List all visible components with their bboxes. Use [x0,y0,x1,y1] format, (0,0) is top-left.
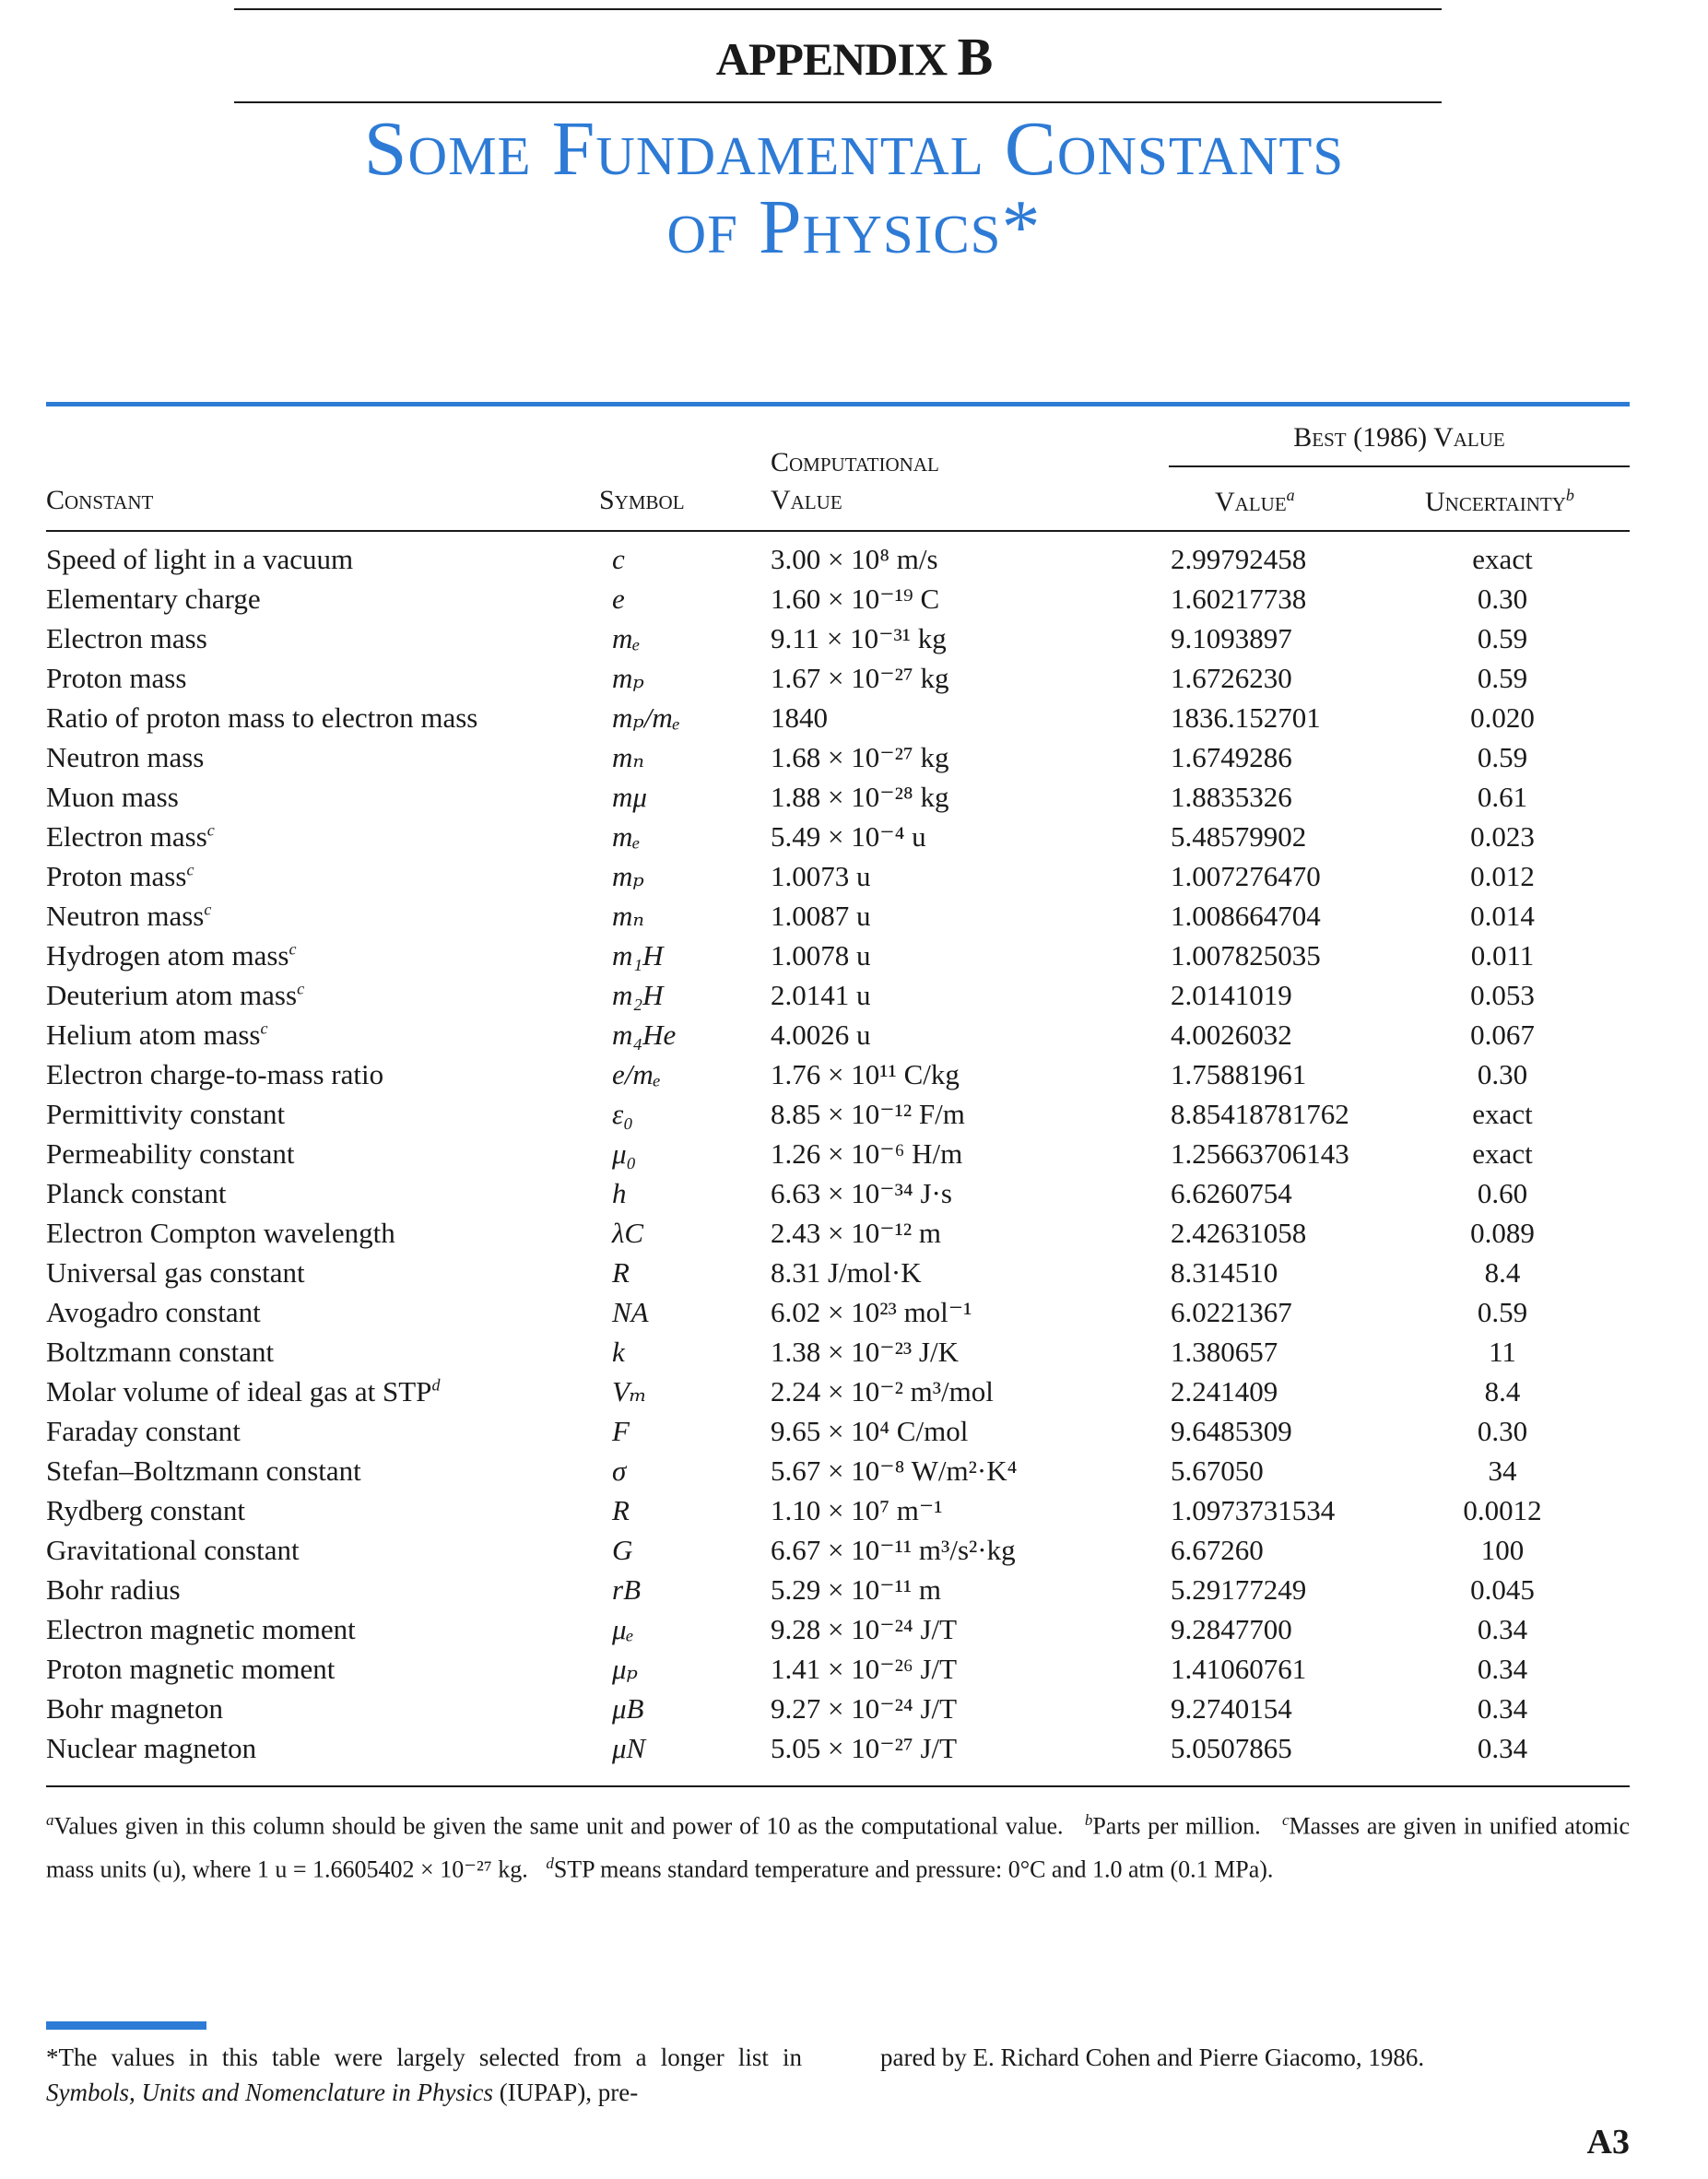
constant-name-text: Permeability constant [46,1137,295,1170]
table-row [0,1015,1708,1054]
best-value: 1.6726230 [1171,662,1292,694]
uncertainty-value: 0.053 [1470,979,1535,1011]
computational-value: 5.05 × 10⁻²⁷ J/T [771,1732,958,1764]
table-row [0,777,1708,817]
col-header-value-label: Value [1215,487,1287,517]
best-value: 6.6260754 [1171,1177,1292,1209]
computational-value: 9.28 × 10⁻²⁴ J/T [771,1613,958,1645]
constant-name-text: Speed of light in a vacuum [46,543,354,575]
table-row [0,1570,1708,1609]
uncertainty-value: 0.012 [1470,860,1535,892]
table-row [0,1253,1708,1292]
note-d-mark: d [546,1854,554,1872]
constant-name-text: Faraday constant [46,1415,241,1447]
best-value: 2.99792458 [1171,543,1307,575]
uncertainty-value: 0.59 [1477,741,1528,773]
constant-symbol: h [612,1177,627,1209]
table-row [0,1609,1708,1649]
best-value: 1.41060761 [1171,1653,1307,1685]
constant-name-text: Universal gas constant [46,1256,305,1289]
constant-name [46,1415,241,1448]
constant-name-text: Deuterium atom mass [46,979,298,1011]
table-row [0,1213,1708,1253]
header-bottom-rule [46,530,1630,532]
uncertainty-value: 8.4 [1484,1256,1521,1289]
col-header-uncertainty-mark: b [1565,486,1574,504]
constant-name [46,1534,300,1567]
computational-value: 2.0141 u [771,979,871,1011]
table-row [0,1332,1708,1372]
footnote-left [46,2040,802,2110]
constant-name-text: Bohr radius [46,1573,181,1606]
table-row [0,1173,1708,1213]
best-value: 1.6749286 [1171,741,1292,773]
constant-name [46,1256,305,1290]
constant-name [46,1732,256,1765]
best-value: 1.25663706143 [1171,1137,1349,1170]
computational-value: 4.0026 u [771,1019,871,1051]
constant-name-text: Electron charge-to-mass ratio [46,1058,384,1090]
constant-name [46,1058,383,1091]
constant-name-text: Electron mass [46,622,207,654]
uncertainty-value: 34 [1488,1455,1517,1487]
computational-value: 9.65 × 10⁴ C/mol [771,1415,969,1447]
uncertainty-value: 0.0012 [1463,1494,1542,1526]
best-value: 5.48579902 [1171,820,1307,853]
table-row [0,579,1708,618]
constant-symbol: m₄He [612,1019,677,1051]
computational-value: 1.41 × 10⁻²⁶ J/T [771,1653,958,1685]
note-mark: c [206,820,215,840]
constant-symbol: NA [612,1296,649,1328]
constant-name-text: Avogadro constant [46,1296,261,1328]
constant-symbol: m₂H [612,979,664,1011]
constant-name-text: Elementary charge [46,583,261,615]
table-row [0,1054,1708,1094]
constant-symbol: G [612,1534,633,1566]
constant-name-text: Neutron mass [46,900,205,932]
constant-name [46,1137,294,1171]
computational-value: 9.27 × 10⁻²⁴ J/T [771,1692,958,1725]
table-row [0,975,1708,1015]
constant-symbol: c [612,543,625,575]
note-mark: c [186,860,194,879]
note-mark: c [260,1019,268,1038]
computational-value: 9.11 × 10⁻³¹ kg [771,622,947,654]
note-c: Masses are given in unified atomic mass units (u), where 1 u = 1.6605402 × 10⁻²⁷ kg. [46,1812,1630,1883]
best-value: 1.75881961 [1171,1058,1307,1090]
uncertainty-value: 8.4 [1484,1375,1521,1408]
note-b-mark: b [1084,1811,1093,1829]
constant-name [46,1019,267,1052]
table-top-rule [46,402,1630,406]
note-mark: c [204,900,212,919]
constant-name-text: Stefan–Boltzmann constant [46,1455,361,1487]
table-row [0,618,1708,658]
best-value: 1836.152701 [1171,701,1321,734]
computational-value: 8.31 J/mol·K [771,1256,922,1289]
footnote-book-title: Symbols, Units and Nomenclature in Physics [46,2079,493,2106]
constant-name [46,1653,335,1686]
constant-symbol: mₑ [612,622,641,654]
constant-name-text: Planck constant [46,1177,227,1209]
constant-symbol: e/mₑ [612,1058,661,1090]
uncertainty-value: 0.045 [1470,1573,1535,1606]
constant-symbol: mₚ [612,860,644,892]
uncertainty-value: exact [1472,1098,1533,1130]
uncertainty-value: 0.011 [1470,939,1535,972]
best-value: 4.0026032 [1171,1019,1292,1051]
footnote-right: pared by E. Richard Cohen and Pierre Giacomo, 1986. [880,2044,1425,2071]
computational-value: 1.38 × 10⁻²³ J/K [771,1336,959,1368]
table-row [0,539,1708,579]
constant-name [46,1177,226,1210]
table-row [0,1530,1708,1570]
constant-name-text: Ratio of proton mass to electron mass [46,701,478,734]
uncertainty-value: 0.34 [1477,1613,1528,1645]
constant-symbol: R [612,1494,630,1526]
uncertainty-value: 0.023 [1470,820,1535,853]
best-value: 5.29177249 [1171,1573,1307,1606]
best-value: 1.8835326 [1171,781,1292,813]
uncertainty-value: exact [1472,1137,1533,1170]
constant-symbol: Vₘ [612,1375,647,1408]
table-row [0,1649,1708,1689]
uncertainty-value: 0.020 [1470,701,1535,734]
constant-name [46,662,186,695]
constant-symbol: λC [612,1217,644,1249]
col-header-value-mark: a [1286,486,1295,504]
best-value: 1.007276470 [1171,860,1321,892]
constant-name [46,820,215,854]
best-value: 5.67050 [1171,1455,1264,1487]
constant-name [46,1336,274,1369]
uncertainty-value: 0.014 [1470,900,1535,932]
note-a-mark: a [46,1811,54,1829]
constant-name-text: Gravitational constant [46,1534,300,1566]
note-mark: c [289,939,297,959]
table-row [0,1372,1708,1411]
constant-name-text: Rydberg constant [46,1494,246,1526]
appendix-word: APPENDIX [715,33,948,85]
constant-name-text: Helium atom mass [46,1019,261,1051]
constant-symbol: μₚ [612,1653,638,1685]
computational-value: 1.76 × 10¹¹ C/kg [771,1058,960,1090]
best-value: 8.85418781762 [1171,1098,1349,1130]
constant-name [46,1455,361,1488]
constant-name [46,979,304,1012]
constant-symbol: σ [612,1455,627,1487]
constant-symbol: R [612,1256,630,1289]
computational-value: 2.43 × 10⁻¹² m [771,1217,942,1249]
constant-name-text: Electron mass [46,820,207,853]
constant-symbol: mₚ [612,662,644,694]
page-title-line2: of Physics* [666,184,1042,270]
table-row [0,936,1708,975]
table-row [0,896,1708,936]
uncertainty-value: 0.61 [1477,781,1528,813]
constant-symbol: mₑ [612,820,641,853]
constant-name [46,900,211,933]
constant-name [46,1692,223,1726]
computational-value: 1.68 × 10⁻²⁷ kg [771,741,949,773]
computational-value: 1.0087 u [771,900,871,932]
table-bottom-rule [46,1785,1630,1787]
constant-name-text: Proton magnetic moment [46,1653,336,1685]
constant-symbol: ε₀ [612,1098,633,1130]
col-header-computational: Computational [771,447,939,477]
computational-value: 1.88 × 10⁻²⁸ kg [771,781,949,813]
col-header-uncertainty-label: Uncertainty [1425,487,1566,517]
note-c-mark: c [1281,1811,1290,1829]
constant-name [46,1098,285,1131]
uncertainty-value: 0.089 [1470,1217,1535,1249]
uncertainty-value: 0.59 [1477,662,1528,694]
col-header-best-value: Best (1986) Value [1293,422,1505,453]
constant-name-text: Neutron mass [46,741,205,773]
constant-symbol: e [612,583,625,615]
top-rule [234,8,1442,10]
best-value: 6.0221367 [1171,1296,1292,1328]
page-number: A3 [1586,2123,1630,2161]
note-mark: d [431,1375,441,1395]
constant-name [46,583,261,616]
table-row [0,737,1708,777]
uncertainty-value: 0.59 [1477,622,1528,654]
table-row [0,698,1708,737]
computational-value: 6.67 × 10⁻¹¹ m³/s²·kg [771,1534,1016,1566]
constant-name [46,1296,261,1329]
constant-symbol: μₑ [612,1613,634,1645]
uncertainty-value: 0.34 [1477,1653,1528,1685]
uncertainty-value: 100 [1480,1534,1525,1566]
computational-value: 1840 [771,701,828,734]
uncertainty-value: 0.067 [1470,1019,1535,1051]
best-value: 2.241409 [1171,1375,1278,1408]
constant-symbol: μB [612,1692,644,1725]
table-row [0,1728,1708,1768]
constant-symbol: m₁H [612,939,664,972]
constant-name-text: Hydrogen atom mass [46,939,289,972]
computational-value: 1.67 × 10⁻²⁷ kg [771,662,949,694]
constant-name [46,1494,245,1527]
table-row [0,658,1708,698]
best-value: 9.6485309 [1171,1415,1292,1447]
table-row [0,1451,1708,1490]
constant-name [46,741,204,774]
note-b: Parts per million. [1092,1812,1261,1840]
computational-value: 8.85 × 10⁻¹² F/m [771,1098,965,1130]
computational-value: 5.49 × 10⁻⁴ u [771,820,926,853]
constant-name [46,543,353,576]
constant-name [46,781,179,814]
col-header-constant: Constant [46,485,154,515]
constant-symbol: mₚ/mₑ [612,701,680,734]
constant-name [46,1217,395,1250]
constant-name-text: Proton mass [46,662,187,694]
table-row [0,1094,1708,1134]
best-value-rule [1169,465,1630,467]
constant-symbol: mμ [612,781,647,813]
constant-name-text: Muon mass [46,781,179,813]
constant-name-text: Boltzmann constant [46,1336,275,1368]
best-value: 6.67260 [1171,1534,1264,1566]
uncertainty-value: 0.30 [1477,583,1528,615]
best-value: 1.008664704 [1171,900,1321,932]
computational-value: 1.60 × 10⁻¹⁹ C [771,583,940,615]
appendix-letter: B [957,27,993,87]
uncertainty-value: 0.59 [1477,1296,1528,1328]
best-value: 1.380657 [1171,1336,1278,1368]
best-value: 8.314510 [1171,1256,1278,1289]
constant-name [46,939,296,972]
uncertainty-value: 0.34 [1477,1732,1528,1764]
computational-value: 1.0078 u [771,939,871,972]
appendix-label [0,26,1708,88]
constant-symbol: μN [612,1732,646,1764]
computational-value: 1.26 × 10⁻⁶ H/m [771,1137,963,1170]
constant-symbol: mₙ [612,900,644,932]
constant-symbol: μ₀ [612,1137,637,1170]
footnote-lead: *The values in this table were largely selected from a longer list in [46,2044,802,2071]
col-header-symbol: Symbol [599,485,685,515]
table-row [0,856,1708,896]
constant-name-text: Electron Compton wavelength [46,1217,395,1249]
constant-name [46,701,477,735]
table-row [0,1134,1708,1173]
best-value: 1.60217738 [1171,583,1307,615]
col-header-uncertainty [1425,487,1574,516]
best-value: 2.42631058 [1171,1217,1307,1249]
best-value: 1.007825035 [1171,939,1321,972]
col-header-computational-value: Value [771,485,842,515]
uncertainty-value: 0.30 [1477,1415,1528,1447]
uncertainty-value: 11 [1489,1336,1516,1368]
constant-name [46,1573,181,1607]
footnote-rule [46,2021,206,2030]
computational-value: 3.00 × 10⁸ m/s [771,543,938,575]
page-title-line1: Some Fundamental Constants [363,106,1345,192]
constants-table [0,539,1708,1768]
constant-name [46,1375,440,1408]
note-d: STP means standard temperature and pressure: 0°C and 1.0 atm (0.1 MPa). [553,1855,1274,1883]
table-row [0,1490,1708,1530]
constant-symbol: rB [612,1573,641,1606]
computational-value: 1.10 × 10⁷ m⁻¹ [771,1494,943,1526]
uncertainty-value: 0.34 [1477,1692,1528,1725]
constant-name-text: Permittivity constant [46,1098,286,1130]
constant-symbol: mₙ [612,741,644,773]
constant-name-text: Proton mass [46,860,187,892]
constant-name [46,860,194,893]
best-value: 1.0973731534 [1171,1494,1336,1526]
uncertainty-value: 0.30 [1477,1058,1528,1090]
footnote-rest: (IUPAP), pre- [499,2079,639,2106]
constant-name [46,622,207,655]
computational-value: 2.24 × 10⁻² m³/mol [771,1375,994,1408]
computational-value: 5.29 × 10⁻¹¹ m [771,1573,942,1606]
table-row [0,1689,1708,1728]
constant-symbol: F [612,1415,630,1447]
header-rule [234,101,1442,103]
table-notes [46,1802,1630,1888]
col-header-value [1215,487,1295,516]
best-value: 2.0141019 [1171,979,1292,1011]
computational-value: 1.0073 u [771,860,871,892]
table-row [0,817,1708,856]
computational-value: 5.67 × 10⁻⁸ W/m²·K⁴ [771,1455,1018,1487]
note-mark: c [297,979,305,998]
best-value: 9.2740154 [1171,1692,1292,1725]
best-value: 9.1093897 [1171,622,1292,654]
uncertainty-value: 0.60 [1477,1177,1528,1209]
constant-symbol: k [612,1336,625,1368]
table-row [0,1411,1708,1451]
constant-name-text: Bohr magneton [46,1692,223,1725]
uncertainty-value: exact [1472,543,1533,575]
constant-name-text: Molar volume of ideal gas at STP [46,1375,432,1408]
constant-name-text: Electron magnetic moment [46,1613,356,1645]
computational-value: 6.63 × 10⁻³⁴ J·s [771,1177,952,1209]
best-value: 9.2847700 [1171,1613,1292,1645]
note-a: Values given in this column should be given the same unit and power of 10 as the computational value. [53,1812,1064,1840]
table-row [0,1292,1708,1332]
constant-name [46,1613,356,1646]
computational-value: 6.02 × 10²³ mol⁻¹ [771,1296,972,1328]
best-value: 5.0507865 [1171,1732,1292,1764]
constant-name-text: Nuclear magneton [46,1732,257,1764]
